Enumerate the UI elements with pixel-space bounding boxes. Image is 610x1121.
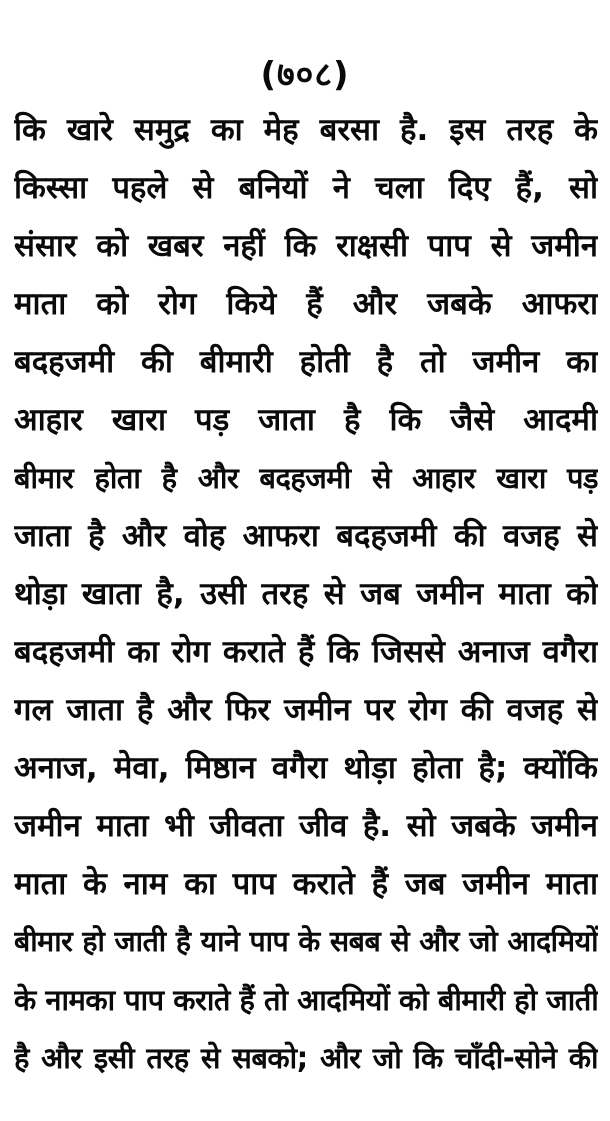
text-line-8: जाता है और वोह आफरा बदहजमी की वजह से (14, 518, 598, 554)
text-line-10: बदहजमी का रोग कराते हैं कि जिससे अनाज वगैरा (14, 634, 598, 670)
text-line-3: संसार को खबर नहीं कि राक्षसी पाप से जमीन (14, 228, 598, 264)
text-line-17: है और इसी तरह से सबको; और जो कि चाँदी-सोने की (14, 1041, 598, 1075)
text-line-7: बीमार होता है और बदहजमी से आहार खारा पड़ (14, 461, 598, 495)
text-line-12: अनाज, मेवा, मिष्ठान वगैरा थोड़ा होता है; क्योंकि (14, 750, 598, 786)
text-line-11: गल जाता है और फिर जमीन पर रोग की वजह से (14, 692, 598, 728)
text-line-9: थोड़ा खाता है, उसी तरह से जब जमीन माता को (14, 576, 598, 612)
text-line-1: कि खारे समुद्र का मेह बरसा है. इस तरह के (14, 112, 598, 148)
text-line-6: आहार खारा पड़ जाता है कि जैसे आदमी (14, 402, 598, 438)
text-line-14: माता के नाम का पाप कराते हैं जब जमीन माता (14, 866, 598, 902)
text-line-15: बीमार हो जाती है याने पाप के सबब से और जो आदमियों (14, 925, 598, 958)
text-line-16: के नामका पाप कराते हैं तो आदमियों को बीमारी हो जाती (14, 983, 598, 1017)
text-line-4: माता को रोग किये हैं और जबके आफरा (14, 286, 598, 322)
text-line-5: बदहजमी की बीमारी होती है तो जमीन का (14, 344, 598, 380)
text-line-2: किस्सा पहले से बनियों ने चला दिए हैं, सो (14, 170, 598, 206)
text-line-13: जमीन माता भी जीवता जीव है. सो जबके जमीन (14, 808, 598, 844)
page-number: (७०८) (260, 55, 350, 95)
